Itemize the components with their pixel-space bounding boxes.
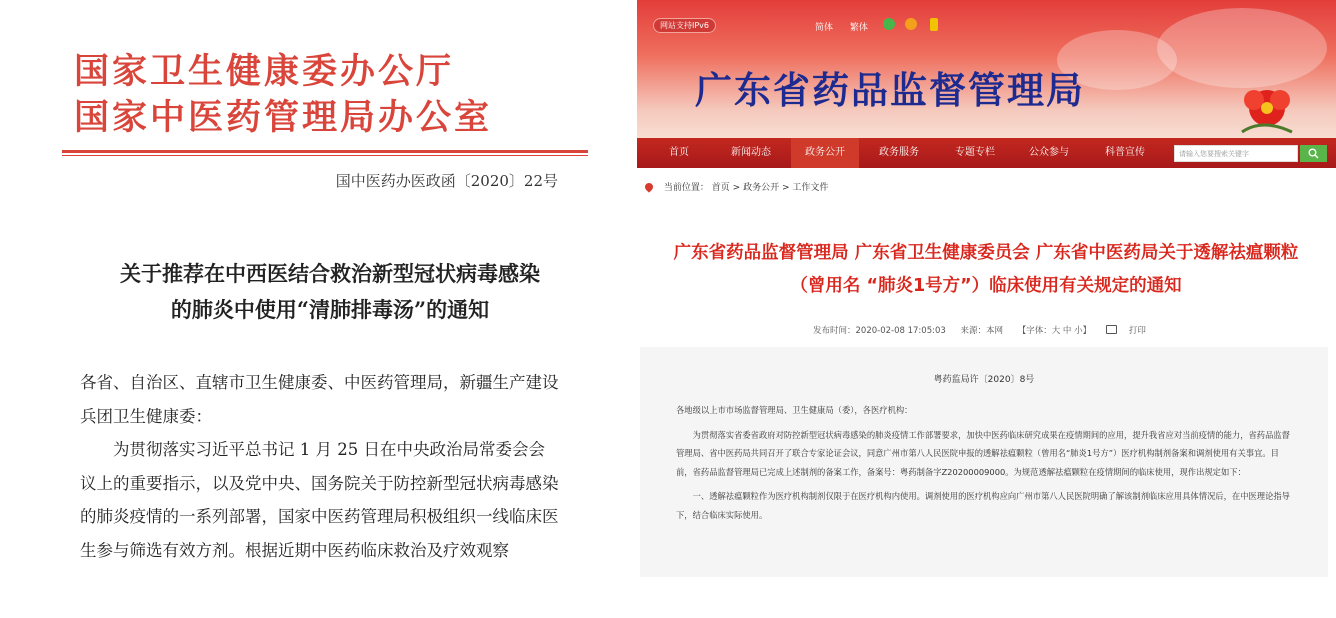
article-source: 来源：本网: [960, 326, 1003, 336]
flower-icon: [1232, 78, 1302, 134]
document-issuer-line-1: 国家卫生健康委办公厅: [74, 51, 455, 92]
nav-item-public-participation[interactable]: 公众参与: [1029, 147, 1069, 158]
printer-icon: [1106, 325, 1117, 334]
document-issuer-line-2: 国家中医药管理局办公室: [74, 97, 493, 138]
document-title-line-1: 关于推荐在中西医结合救治新型冠状病毒感染: [120, 261, 540, 286]
breadcrumb: [645, 180, 828, 193]
article-addressee: 各地级以上市市场监督管理局、卫生健康局（委），各医疗机构：: [676, 405, 913, 415]
document-body: [80, 366, 560, 567]
article-content: [640, 347, 1328, 577]
nav-item-government-affairs[interactable]: 政务公开: [791, 138, 859, 168]
official-document: [0, 0, 636, 618]
document-number: 国中医药办医政函〔2020〕22号: [335, 172, 558, 190]
print-button[interactable]: [1106, 326, 1158, 336]
red-header-rule: [62, 150, 588, 156]
breadcrumb-item-government-affairs[interactable]: 政务公开: [743, 183, 780, 193]
nav-item-topics[interactable]: 专题专栏: [955, 147, 995, 158]
simplified-chinese-link[interactable]: 简体: [815, 23, 834, 33]
search-input[interactable]: 请输入您要搜索关键字: [1174, 145, 1298, 162]
search-icon: [1308, 148, 1319, 159]
nav-item-services[interactable]: 政务服务: [879, 147, 919, 158]
article-title-line-1: 广东省药品监督管理局 广东省卫生健康委员会 广东省中医药局关于透解祛瘟颗粒: [673, 243, 1299, 263]
search-button[interactable]: [1300, 145, 1327, 162]
article-meta: [813, 324, 1170, 336]
breadcrumb-item-work-documents[interactable]: 工作文件: [792, 183, 829, 193]
article-paragraph-1: 为贯彻落实省委省政府对防控新型冠状病毒感染的肺炎疫情工作部署要求，加快中医药临床研究成果在疫情期间的应用，提升我省应对当前疫情的能力，省药品监督管理局、省中医药局共同召开了联合专家论证会议，同意广州市第八人民医院申报的透解祛瘟颗粒（曾用名“肺炎1号方”）医疗机构制剂备案和调剂使用有关事宜。目前，省药品监督管理局已完成上述制剂的备案工作，备案号：粤药制备字Z20200009000。为规范透解祛瘟颗粒在疫情期间的临床使用，现作出规定如下：: [676, 429, 1290, 477]
breadcrumb-item-home[interactable]: 首页: [711, 183, 730, 193]
wechat-icon[interactable]: [883, 18, 895, 30]
traditional-chinese-link[interactable]: 繁体: [849, 23, 868, 33]
language-links: [815, 20, 882, 33]
document-paragraph: 为贯彻落实习近平总书记 1 月 25 日在中央政治局常委会会议上的重要指示，以及党中央、国务院关于防控新型冠状病毒感染的肺炎疫情的一系列部署，国家中医药管理局积极组织一线临床医生参与筛选有效方剂。根据近期中医药临床救治及疗效观察: [80, 440, 559, 560]
print-label: 打印: [1128, 326, 1146, 336]
article-title: [641, 237, 1331, 303]
breadcrumb-separator: >: [732, 183, 744, 193]
document-addressee: 各省、自治区、直辖市卫生健康委、中医药管理局，新疆生产建设兵团卫生健康委：: [80, 373, 559, 426]
site-title: 广东省药品监督管理局: [695, 69, 1085, 112]
publish-time: 发布时间：2020-02-08 17:05:03: [813, 326, 946, 336]
website-screenshot: [637, 0, 1336, 618]
document-title-line-2: 的肺炎中使用“清肺排毒汤”的通知: [170, 297, 490, 322]
decorative-cloud: [1157, 8, 1327, 88]
font-size-controls[interactable]: 【字体：大 中 小】: [1017, 326, 1092, 336]
ipv6-badge: 网站支持IPv6: [653, 18, 716, 33]
nav-item-science[interactable]: 科普宣传: [1105, 147, 1145, 158]
nav-item-home[interactable]: 首页: [669, 147, 689, 158]
article-paragraph-2: 一、透解祛瘟颗粒作为医疗机构制剂仅限于在医疗机构内使用。调剂使用的医疗机构应向广州市第八人民医院明确了解该制剂临床应用具体情况后，在中医理论指导下，结合临床实际使用。: [676, 491, 1290, 520]
breadcrumb-prefix: 当前位置：: [663, 183, 709, 193]
weibo-icon[interactable]: [905, 18, 917, 30]
mobile-icon[interactable]: [930, 18, 938, 31]
breadcrumb-separator: >: [781, 183, 793, 193]
article-document-number: 粤药监局许〔2020〕8号: [933, 375, 1035, 385]
location-pin-icon: [643, 181, 654, 192]
nav-item-news[interactable]: 新闻动态: [731, 147, 771, 158]
article-title-line-2: （曾用名 “肺炎1号方”）临床使用有关规定的通知: [790, 276, 1182, 296]
document-title: [70, 256, 590, 328]
article-body: [676, 401, 1294, 530]
site-header-banner: [637, 0, 1336, 138]
